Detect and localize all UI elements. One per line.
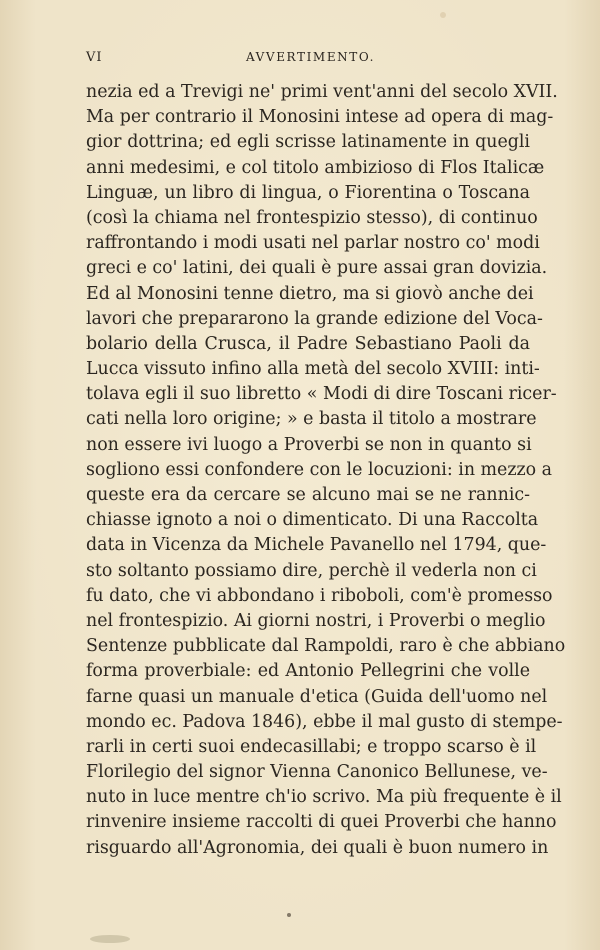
text-line: data in Vicenza da Michele Pavanello nel 1794, que- [86, 535, 547, 556]
text-line: farne quasi un manuale d'etica (Guida dell'uomo nel [86, 686, 548, 707]
text-line: Sentenze pubblicate dal Rampoldi, raro è che abbiano [86, 636, 566, 657]
text-line: rinvenire insieme raccolti di quei Proverbi che hanno [86, 812, 557, 833]
text-line: non essere ivi luogo a Proverbi se non in quanto si [86, 434, 532, 455]
text-line: mondo ec. Padova 1846), ebbe il mal gusto di stempe- [86, 711, 563, 732]
text-line: greci e co' latini, dei quali è pure assai gran dovizia. [86, 258, 548, 279]
text-line: forma proverbiale: ed Antonio Pellegrini che volle [86, 661, 530, 682]
text-line: risguardo all'Agronomia, dei quali è buon numero in [86, 837, 549, 858]
text-line: nuto in luce mentre ch'io scrivo. Ma più frequente è il [86, 787, 562, 808]
running-head: AVVERTIMENTO. [246, 50, 376, 64]
text-line: fu dato, che vi abbondano i riboboli, com'è promesso [86, 585, 553, 606]
text-line: Ma per contrario il Monosini intese ad opera di mag- [86, 107, 554, 128]
text-line: nel frontespizio. Ai giorni nostri, i Proverbi o meglio [86, 610, 546, 631]
text-line: cati nella loro origine; » e basta il titolo a mostrare [86, 409, 537, 430]
text-line: anni medesimi, e col titolo ambizioso di Flos Italicæ [86, 157, 545, 178]
text-line: nezia ed a Trevigi ne' primi vent'anni del secolo XVII. [86, 82, 558, 102]
text-line: chiasse ignoto a noi o dimenticato. Di una Raccolta [86, 510, 539, 531]
text-line: tolava egli il suo libretto « Modi di dire Toscani ricer- [86, 384, 557, 405]
text-line: sto soltanto possiamo dire, perchè il vederla non ci [86, 560, 537, 581]
paper-stain [440, 12, 446, 18]
page-number: VI [86, 50, 103, 65]
text-line: Linguæ, un libro di lingua, o Fiorentina o Toscana [86, 182, 530, 203]
text-line: sogliono essi confondere con le locuzioni: in mezzo a [86, 459, 553, 480]
text-line: rarli in certi suoi endecasillabi; e troppo scarso è il [86, 736, 537, 757]
text-line: raffrontando i modi usati nel parlar nostro co' modi [86, 233, 540, 254]
text-line: Ed al Monosini tenne dietro, ma si giovò anche dei [86, 283, 534, 304]
text-line: bolario della Crusca, il Padre Sebastiano Paoli da [86, 333, 530, 354]
text-line: (così la chiama nel frontespizio stesso), di continuo [86, 207, 538, 228]
text-line: gior dottrina; ed egli scrisse latinamente in quegli [86, 132, 530, 153]
paper-stain [90, 935, 130, 943]
text-line: Lucca vissuto infino alla metà del secolo XVIII: inti- [86, 359, 540, 380]
paper-stain [287, 913, 291, 917]
body-text [86, 80, 566, 861]
page-header [86, 50, 530, 74]
text-line: queste era da cercare se alcuno mai se ne rannic- [86, 485, 530, 505]
text-line: lavori che prepararono la grande edizione del Voca- [86, 308, 543, 329]
text-line: Florilegio del signor Vienna Canonico Bellunese, ve- [86, 762, 548, 783]
